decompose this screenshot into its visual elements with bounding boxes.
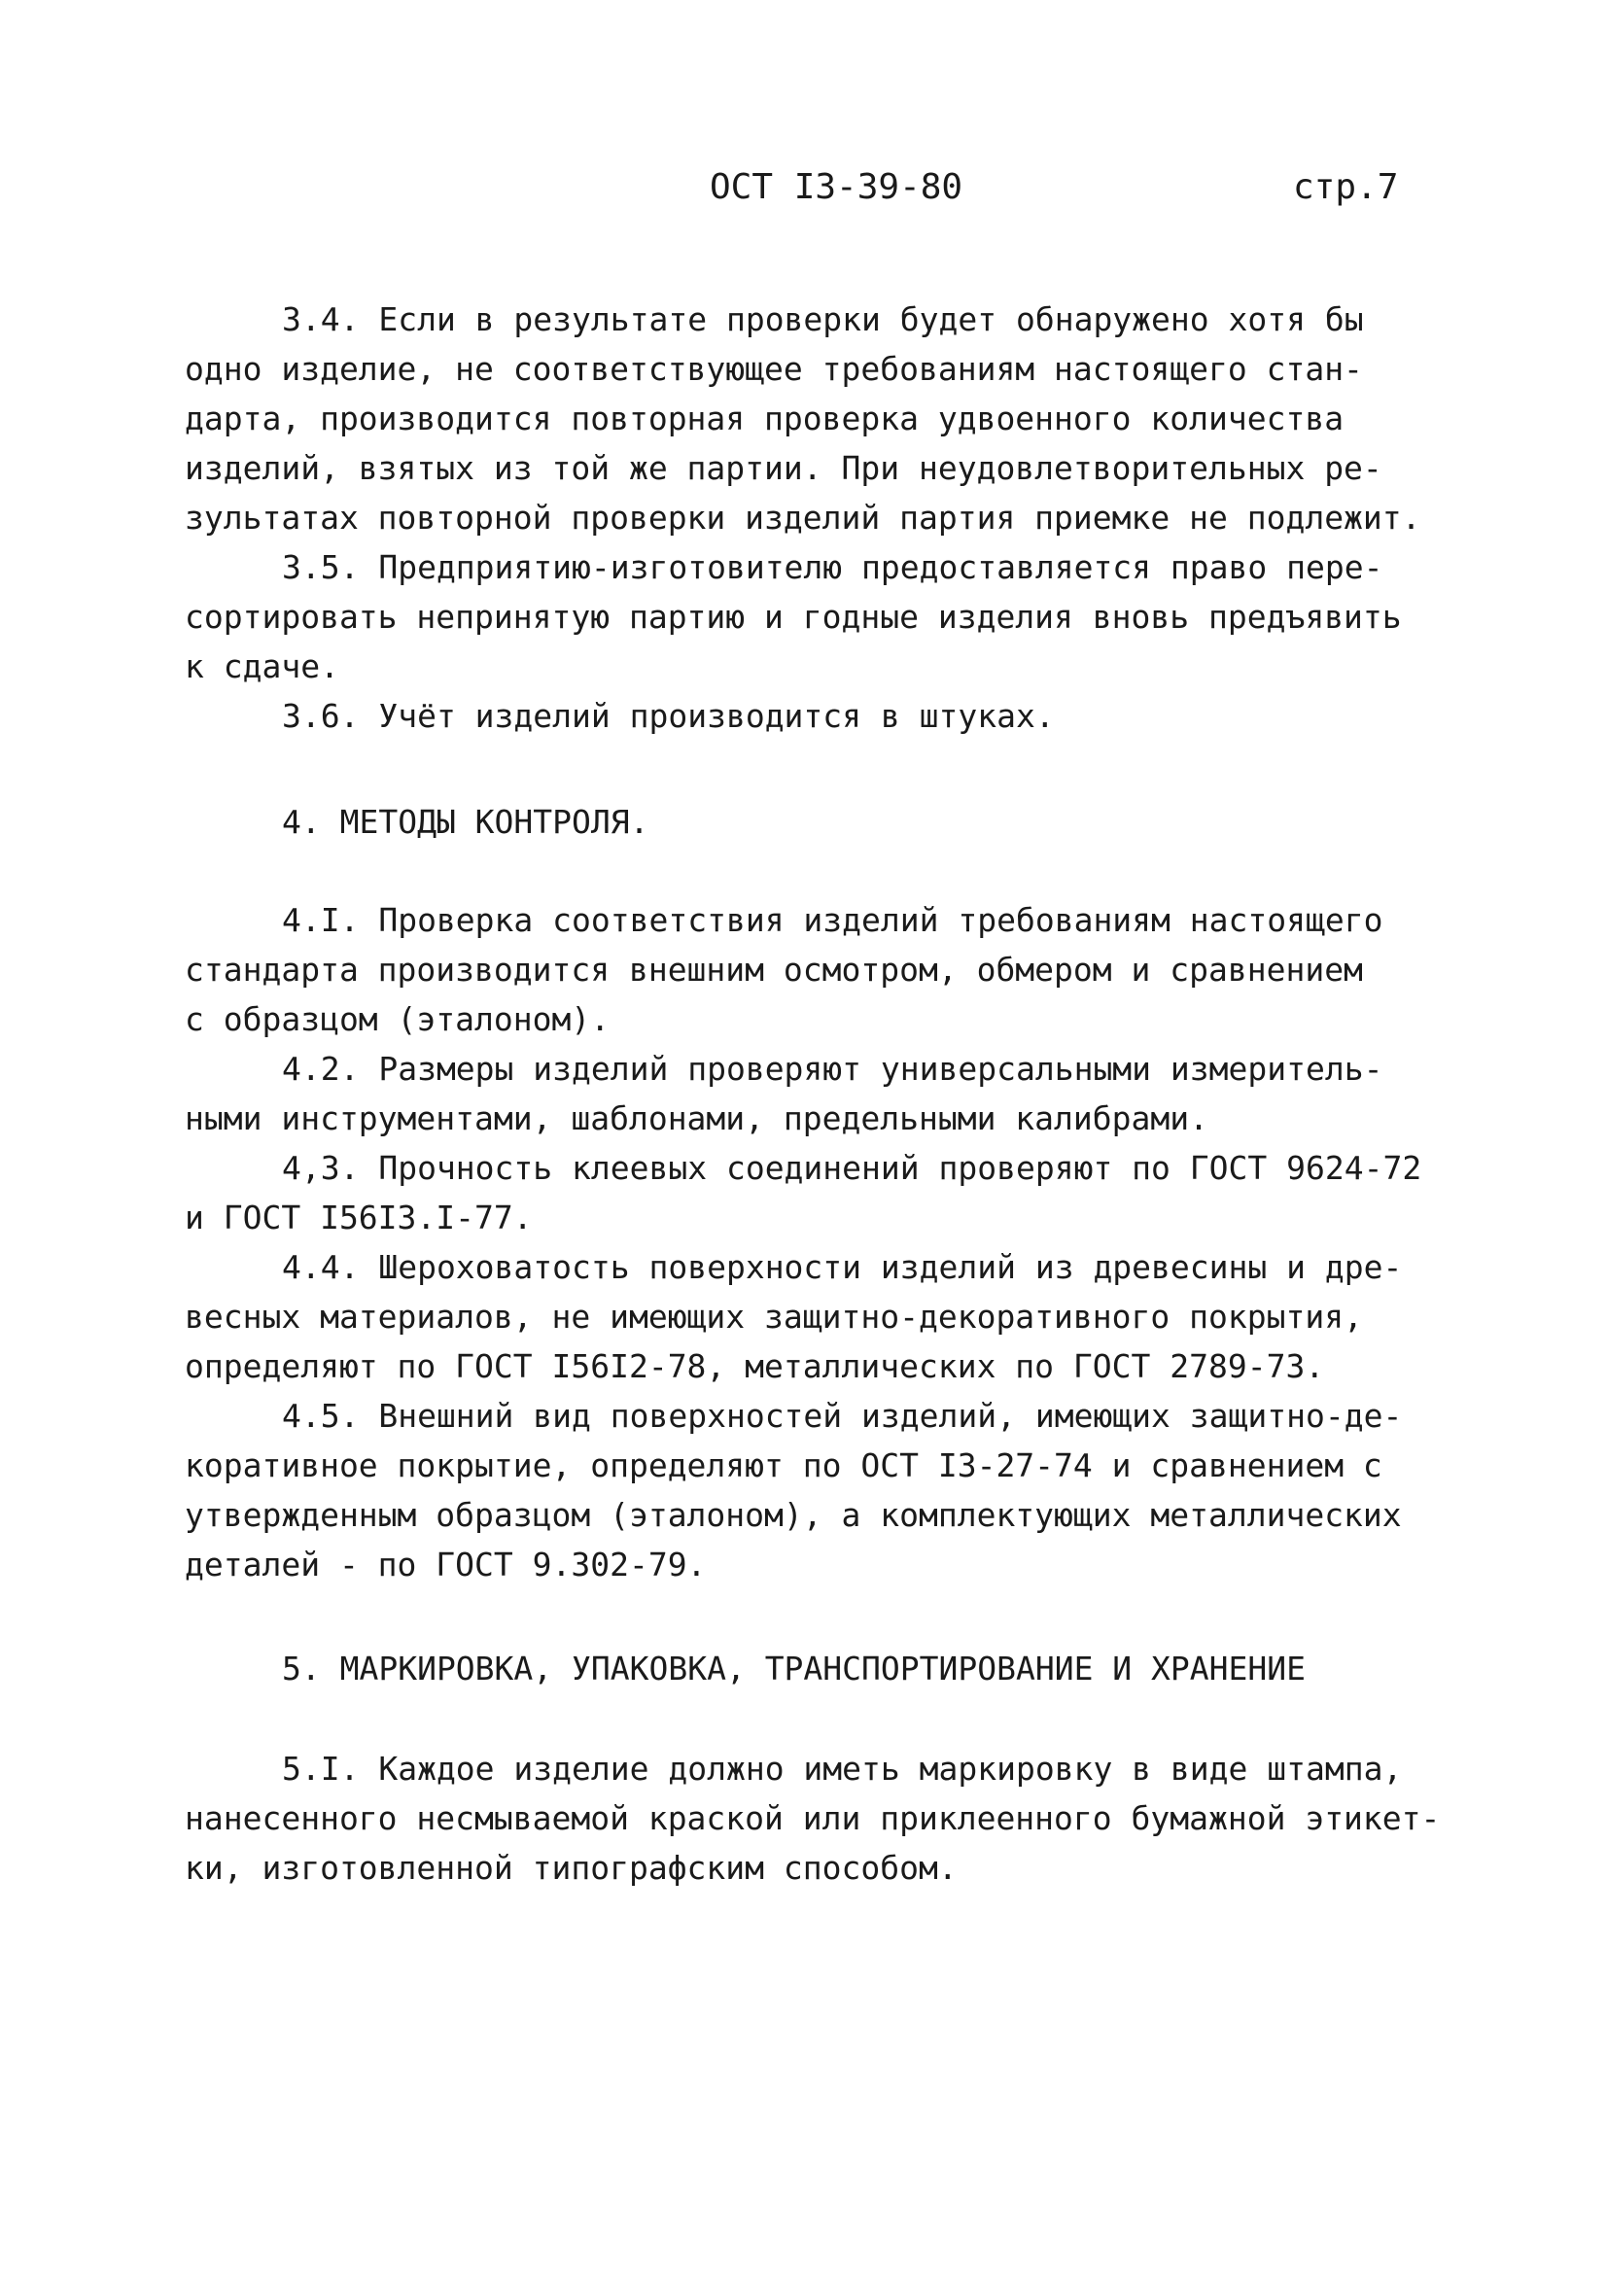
clause-5-1-line-3: ки, изготовленной типографским способом. [185, 1849, 958, 1887]
clause-5-1-line-2: нанесенного несмываемой краской или приклеенного бумажной этикет- [185, 1799, 1441, 1837]
clause-4-5-line-3: утвержденным образцом (эталоном), а комплектующих металлических [185, 1496, 1402, 1534]
clause-4-1-line-1: 4.I. Проверка соответствия изделий требованиям настоящего [282, 901, 1383, 939]
clause-3-5-line-3: к сдаче. [185, 647, 339, 685]
clause-3-4-line-3: дарта, производится повторная проверка удвоенного количества [185, 400, 1345, 437]
clause-3-4-line-4: изделий, взятых из той же партии. При неудовлетворительных ре- [185, 449, 1382, 487]
clause-3-4-line-5: зультатах повторной проверки изделий партия приемке не подлежит. [185, 499, 1421, 537]
clause-4-4-line-2: весных материалов, не имеющих защитно-декоративного покрытия, [185, 1298, 1363, 1336]
clause-4-1-line-2: стандарта производится внешним осмотром, обмером и сравнением [185, 951, 1363, 989]
clause-5-1-line-1: 5.I. Каждое изделие должно иметь маркировку в виде штампа, [282, 1750, 1403, 1788]
clause-4-2-line-2: ными инструментами, шаблонами, предельными калибрами. [185, 1099, 1208, 1137]
clause-4-3-line-2: и ГОСТ I56I3.I-77. [185, 1199, 533, 1236]
clause-4-4-line-1: 4.4. Шероховатость поверхности изделий из древесины и дре- [282, 1248, 1403, 1286]
clause-3-5-line-2: сортировать непринятую партию и годные изделия вновь предъявить [185, 598, 1402, 636]
clause-4-1-line-3: с образцом (эталоном). [185, 1000, 611, 1038]
section-4-heading: 4. МЕТОДЫ КОНТРОЛЯ. [282, 803, 649, 841]
clause-3-5-line-1: 3.5. Предприятию-изготовителю предоставляется право пере- [282, 548, 1383, 586]
clause-4-3-line-1: 4,3. Прочность клеевых соединений проверяют по ГОСТ 9624-72 [282, 1149, 1422, 1187]
section-5-heading: 5. МАРКИРОВКА, УПАКОВКА, ТРАНСПОРТИРОВАНИЕ И ХРАНЕНИЕ [282, 1650, 1306, 1687]
clause-4-5-line-1: 4.5. Внешний вид поверхностей изделий, имеющих защитно-де- [282, 1397, 1403, 1435]
header-code: ОСТ I3-39-80 [710, 167, 963, 207]
clause-4-5-line-2: коративное покрытие, определяют по ОСТ I3-27-74 и сравнением с [185, 1446, 1382, 1484]
clause-3-6-line-1: 3.6. Учёт изделий производится в штуках. [282, 697, 1055, 735]
clause-4-2-line-1: 4.2. Размеры изделий проверяют универсальными измеритель- [282, 1050, 1383, 1088]
header-page-number: стр.7 [1293, 167, 1399, 207]
clause-4-4-line-3: определяют по ГОСТ I56I2-78, металлических по ГОСТ 2789-73. [185, 1347, 1325, 1385]
clause-3-4-line-2: одно изделие, не соответствующее требованиям настоящего стан- [185, 350, 1363, 388]
clause-4-5-line-4: деталей - по ГОСТ 9.302-79. [185, 1546, 707, 1583]
clause-3-4-line-1: 3.4. Если в результате проверки будет обнаружено хотя бы [282, 300, 1364, 338]
